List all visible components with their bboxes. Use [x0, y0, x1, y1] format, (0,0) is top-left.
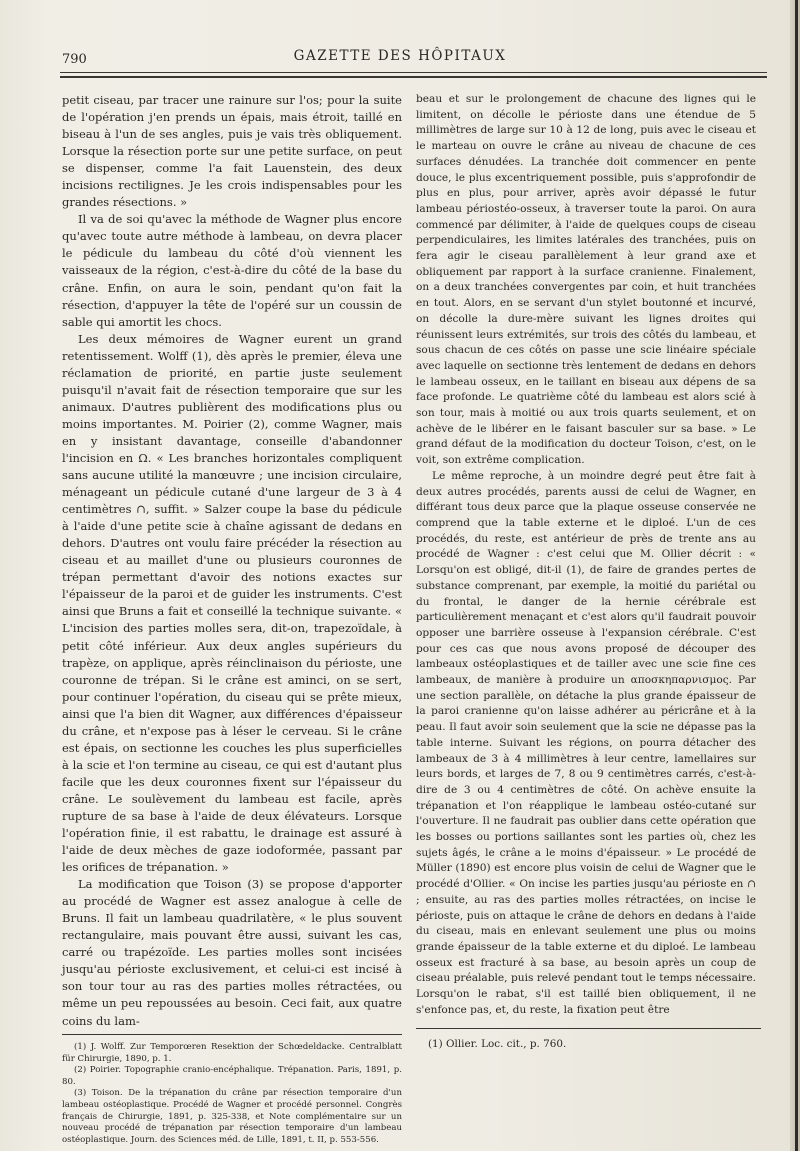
paragraph: petit ciseau, par tracer une rainure sur l'os; pour la suite de l'opération j'en prends un épais, mais étroit, taillé en biseau à l'un de ses angles, puis je vais très obliquement. Lorsque la résection porte sur une petite surface, on peut se dispenser, comme l'a fait Lauenstein, des deux incisions rectilignes. Je les crois indispensables pour les grandes résections. »: [62, 93, 402, 210]
page-number: 790: [62, 52, 87, 67]
left-column: [62, 92, 402, 1030]
footnote: (3) Toison. De la trépanation du crâne par résection temporaire d'un lambeau ostéoplastique. Procédé de Wagner et procédé personnel. Congrès français de Chirurgie, 1891, p. 325-338, et Note complémentaire sur un nouveau procédé de trépanation par résection temporaire d'un lambeau ostéoplastique. Journ. des Sciences méd. de Lille, 1891, t. II, p. 553-556.: [62, 1088, 402, 1145]
footnote: (2) Poirier. Topographie cranio-encéphalique. Trépanation. Paris, 1891, p. 80.: [62, 1065, 402, 1087]
paragraph: La modification que Toison (3) se propose d'apporter au procédé de Wagner est assez analogue à celle de Bruns. Il fait un lambeau quadrilatère, « le plus souvent rectangulaire, mais pouvant être aussi, suivant les cas, carré ou trapézoïde. Les parties molles sont incisées jusqu'au périoste exclusivement, et celui-ci est incisé à son tour tour au ras des parties molles rétractées, ou même un peu repoussées au besoin. Ceci fait, aux quatre coins du lam-: [62, 877, 402, 1028]
footnote-rule: [62, 1034, 402, 1035]
footnote: (1) Ollier. Loc. cit., p. 760.: [428, 1038, 567, 1050]
paragraph: Il va de soi qu'avec la méthode de Wagner plus encore qu'avec toute autre méthode à lambeau, on devra placer le pédicule du lambeau du côté d'où viennent les vaisseaux de la région, c'est-à-dire du côté de la base du crâne. Enfin, on aura le soin, pendant qu'on fait la résection, d'appuyer la tête de l'opéré sur un coussin de sable qui amortit les chocs.: [62, 212, 402, 329]
right-column: [416, 92, 756, 1018]
binding-edge: [795, 0, 798, 1151]
paragraph: beau et sur le prolongement de chacune des lignes qui le limitent, on décolle le périoste dans une étendue de 5 millimètres de large sur 10 à 12 de long, puis avec le ciseau et le marteau on ouvre le crâne au niveau de chacune de ces surfaces dénudées. La tranchée doit commencer en pente douce, le plus excentriquement possible, puis s'approfondir de plus en plus, pour arriver, après avoir dépassé le futur lambeau périostéo-osseux, à traverser toute la paroi. On aura commencé par délimiter, à l'aide de quelques coups de ciseau perpendiculaires, les limites latérales des tranchées, puis on fera agir le ciseau parallèlement à leur grand axe et obliquement par rapport à la surface cranienne. Finalement, on a deux tranchées convergentes par coin, et huit tranchées en tout. Alors, en se servant d'un stylet boutonné et incurvé, on décolle la dure-mère suivant les lignes droites qui réunissent leurs extrémités, sur trois des côtés du lambeau, et sous chacun de ces côtés on passe une scie linéaire spéciale avec laquelle on sectionne très lentement de dedans en dehors le lambeau osseux, en le taillant en biseau aux dépens de sa face profonde. Le quatrième côté du lambeau est alors scié à son tour, mais à moitié ou aux trois quarts seulement, et on achève de le libérer en le faisant basculer sur sa base. » Le grand défaut de la modification du docteur Toison, c'est, on le voit, son extrême complication.: [416, 93, 756, 467]
footnote: (1) J. Wolff. Zur Temporœren Resektion der Schœdeldacke. Centralblatt für Chirurgie, 1890, p. 1.: [62, 1042, 402, 1064]
footnotes-right: [416, 1037, 756, 1051]
paragraph: Le même reproche, à un moindre degré peut être fait à deux autres procédés, parents aussi de celui de Wagner, en différant tous deux parce que la plaque osseuse conservée ne comprend que la table externe et le diploé. L'un de ces procédés, du reste, est antérieur de près de trente ans au procédé de Wagner : c'est celui que M. Ollier décrit : « Lorsqu'on est obligé, dit-il (1), de faire de grandes pertes de substance comprenant, par exemple, la moitié du pariétal ou du frontal, le danger de la hernie cérébrale est particulièrement menaçant et c'est alors qu'il faudrait pouvoir opposer une barrière osseuse à l'expansion cérébrale. C'est pour ces cas que nous avons proposé de découper des lambeaux ostéoplastiques et de tailler avec une scie fine ces lambeaux, de manière à produire un αποσκηπαρνισμος. Par une section parallèle, on détache la plus grande épaisseur de la paroi cranienne qu'on laisse adhérer au péricrâne et à la peau. Il faut avoir soin seulement que la scie ne dépasse pas la table interne. Suivant les régions, on pourra détacher des lambeaux de 3 à 4 millimètres à leur centre, lamellaires sur leurs bords, et larges de 7, 8 ou 9 centimètres carrés, c'est-à-dire de 3 ou 4 centimètres de côté. On achève ensuite la trépanation et l'on réapplique le lambeau ostéo-cutané sur l'ouverture. Il ne faudrait pas oublier dans cette opération que les bosses ou portions saillantes sont les parties où, chez les sujets âgés, le crâne a le moins d'épaisseur. » Le procédé de Müller (1890) est encore plus voisin de celui de Wagner que le procédé d'Ollier. « On incise les parties jusqu'au périoste en ∩ ; ensuite, au ras des parties molles rétractées, on incise le périoste, puis on attaque le crâne de dehors en dedans à l'aide du ciseau, mais en enlevant seulement une plus ou moins grande épaisseur de la table externe et du diploé. Le lambeau osseux est fracturé à sa base, au besoin après un coup de ciseau préalable, puis relevé pendant tout le temps nécessaire. Lorsqu'on le rabat, s'il est taillé bien obliquement, il ne s'enfonce pas, et, du reste, la fixation peut être: [416, 469, 756, 1016]
header-rule-thick: [60, 76, 767, 78]
paragraph: Les deux mémoires de Wagner eurent un grand retentissement. Wolff (1), dès après le premier, éleva une réclamation de priorité, en partie juste seulement puisqu'il n'avait fait de résection temporaire que sur les animaux. D'autres publièrent des modifications plus ou moins importantes. M. Poirier (2), comme Wagner, mais en y insistant davantage, conseille d'abandonner l'incision en Ω. « Les branches horizontales compliquent sans aucune utilité la manœuvre ; une incision circulaire, ménageant un pédicule cutané d'une largeur de 3 à 4 centimètres ∩, suffit. » Salzer coupe la base du pédicule à l'aide d'une petite scie à chaîne agissant de dedans en dehors. D'autres ont voulu faire précéder la résection au ciseau et au maillet d'une ou plusieurs couronnes de trépan permettant d'avoir des notions exactes sur l'épaisseur de la paroi et de guider les instruments. C'est ainsi que Bruns a fait et conseillé la technique suivante. « L'incision des parties molles sera, dit-on, trapezoïdale, à petit côté inférieur. Aux deux angles supérieurs du trapèze, on applique, après réinclinaison du périoste, une couronne de trépan. Si le crâne est aminci, on se sert, pour continuer l'opération, du ciseau qui se prête mieux, ainsi que l'a bien dit Wagner, aux différences d'épaisseur du crâne, et n'expose pas à léser le cerveau. Si le crâne est épais, on sectionne les couches les plus superficielles à la scie et l'on termine au ciseau, ce qui est d'autant plus facile que les deux couronnes fixent sur l'épaisseur du crâne. Le soulèvement du lambeau est facile, après rupture de sa base à l'aide de deux élévateurs. Lorsque l'opération finie, il est rabattu, le drainage est assuré à l'aide de deux mèches de gaze iodoformée, passant par les orifices de trépanation. »: [62, 331, 402, 875]
header-rule-thin: [60, 72, 767, 73]
footnotes-left: [62, 1042, 402, 1146]
footnote-rule: [416, 1028, 761, 1029]
running-title: GAZETTE DES HÔPITAUX: [293, 48, 507, 64]
